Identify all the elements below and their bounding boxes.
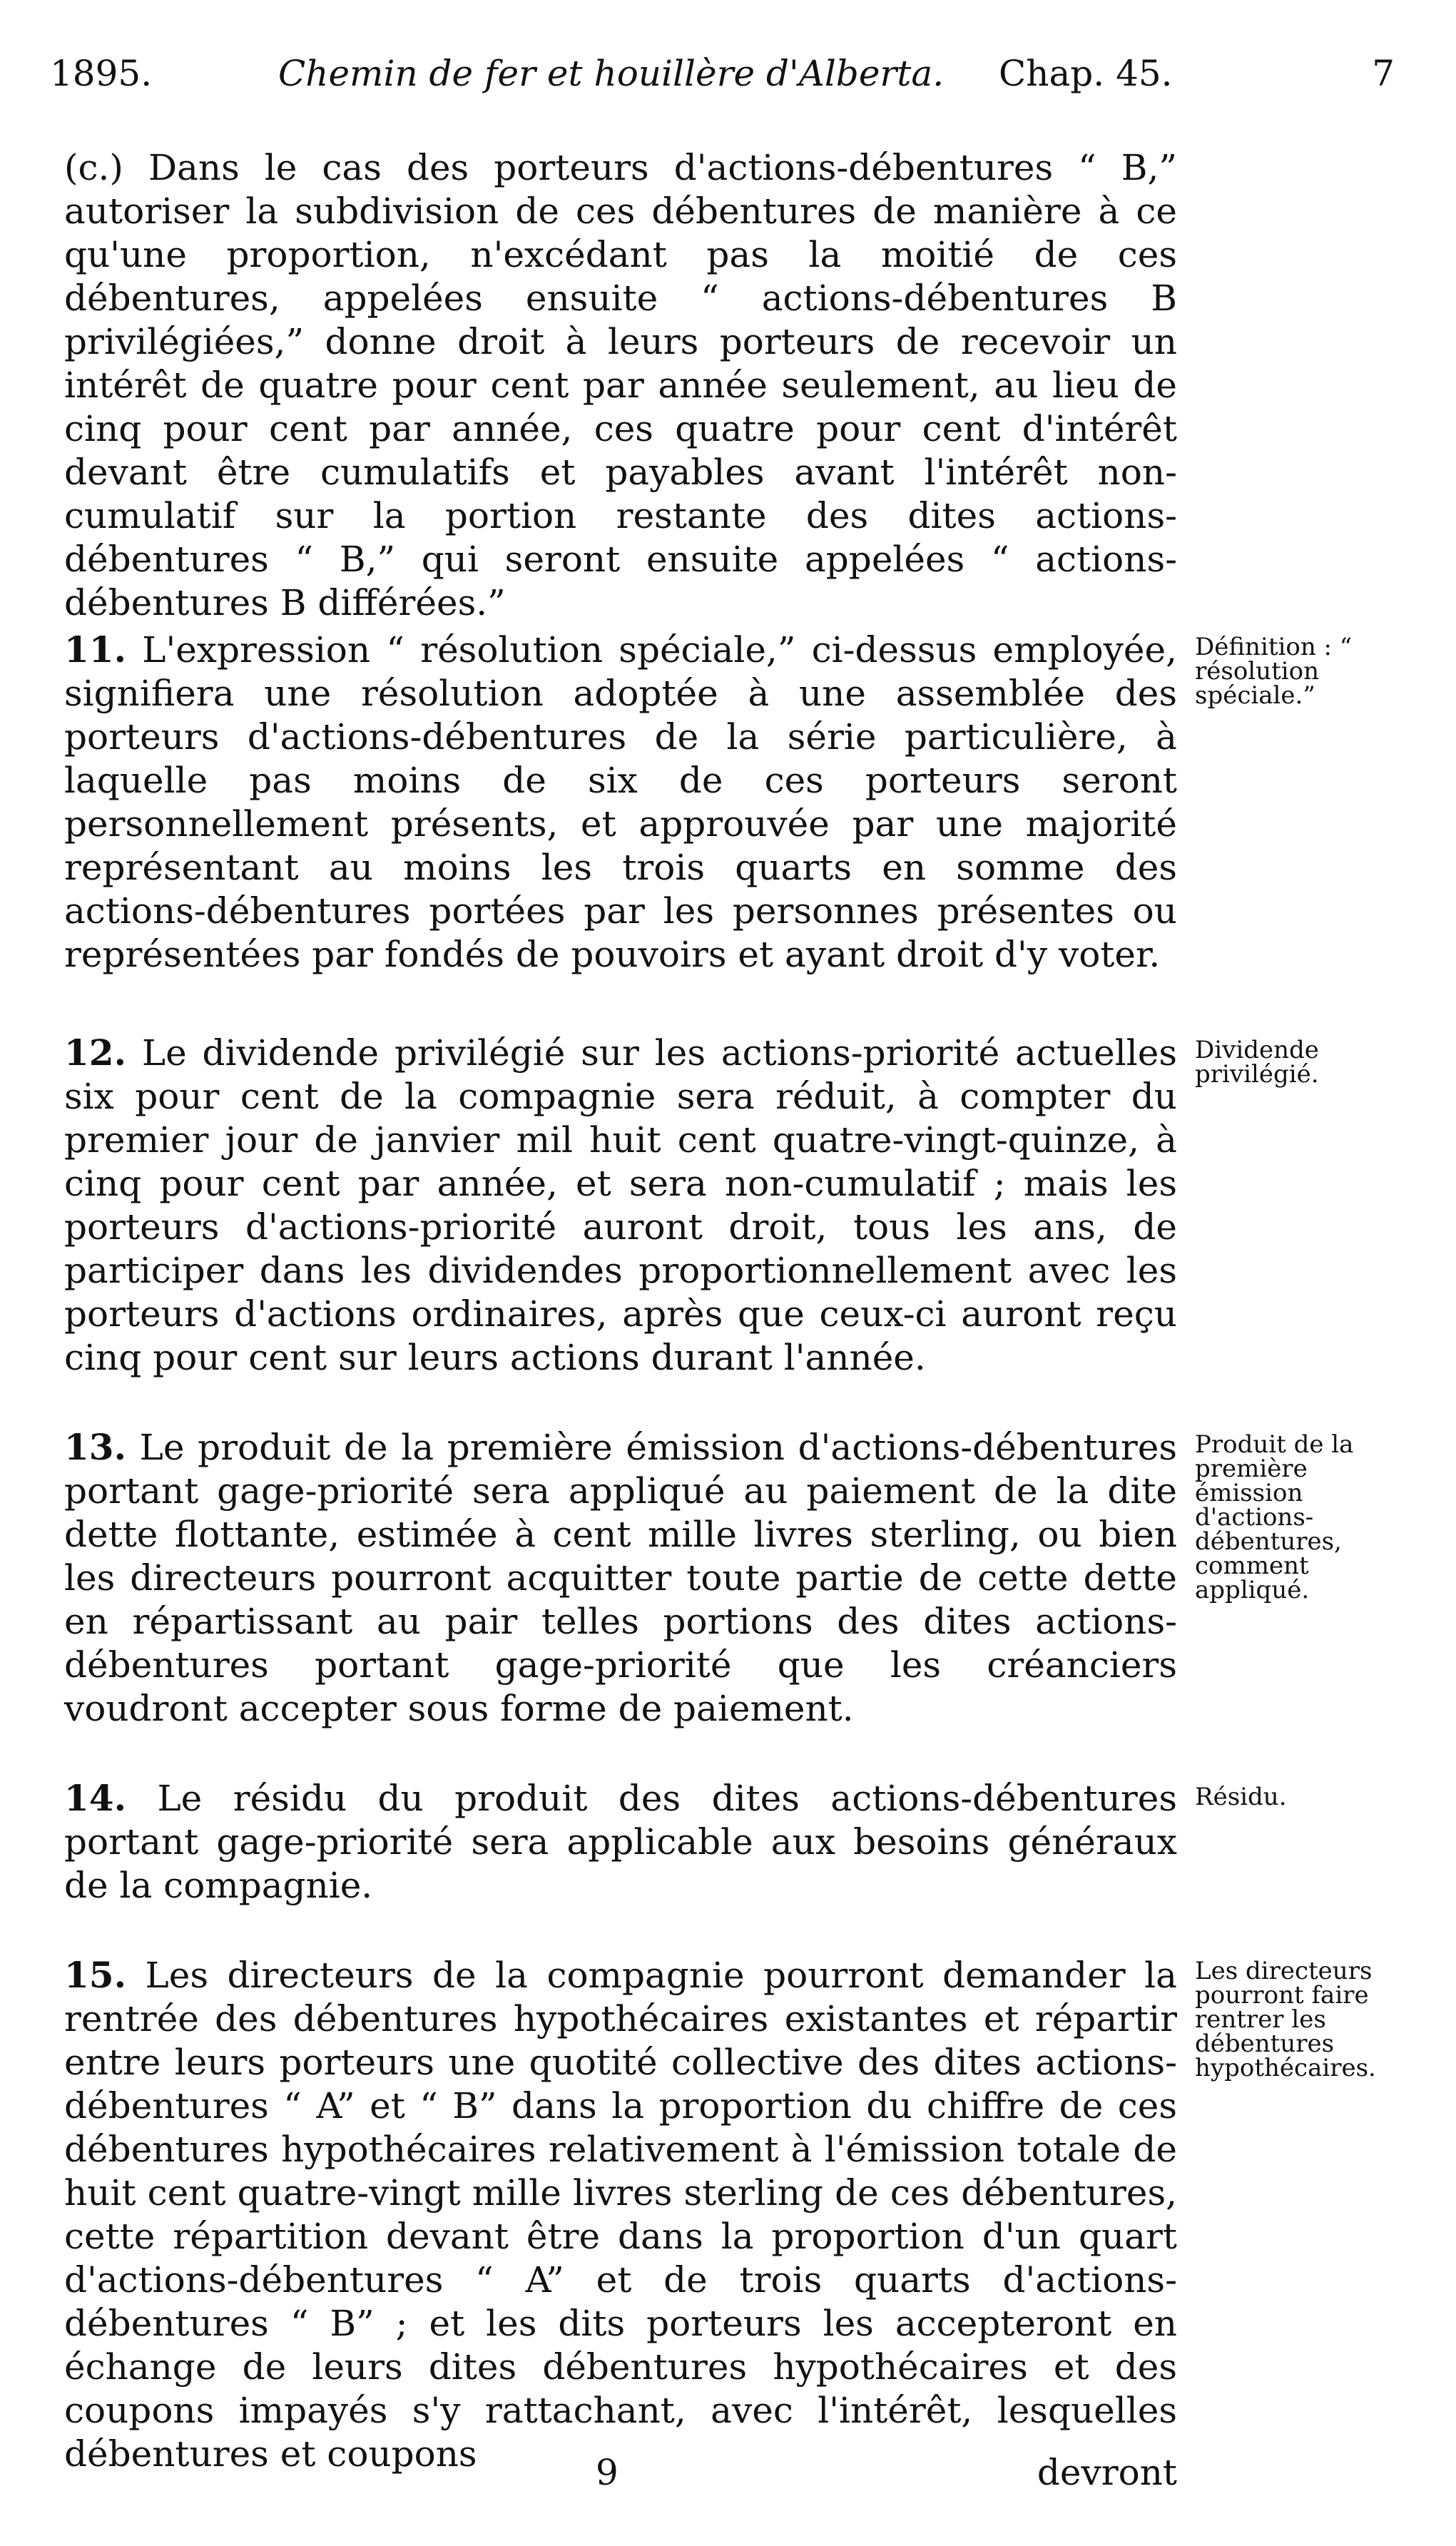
section-13-margin-note [1195, 1432, 1409, 1602]
section-14-margin-note-text: Résidu. [1195, 1783, 1287, 1811]
header-page-number: 7 [1372, 53, 1395, 94]
catchword: devront [1037, 2452, 1177, 2493]
section-15-number: 15. [64, 1954, 126, 1996]
section-12-text: Le dividende privilégié sur les actions-priorité actuelles six pour cent de la compagnie sera réduit, à compter du premier jour de janvier mil huit cent quatre-vingt-quinze, à cinq pour cent par année, et sera non-cumulatif ; mais les porteurs d'actions-priorité auront droit, tous les ans, de participer dans les dividendes proportionnellement avec les porteurs d'actions ordinaires, après que ceux-ci auront reçu cinq pour cent sur leurs actions durant l'année. [64, 1032, 1177, 1378]
section-11-margin-note-text: Définition : “ résolution spéciale.” [1195, 633, 1353, 710]
section-13 [64, 1425, 1177, 1731]
section-12-margin-note-text: Dividende privilégié. [1195, 1036, 1319, 1089]
section-14-number: 14. [64, 1777, 126, 1819]
printer-signature: 9 [596, 2452, 618, 2493]
section-12-margin-note [1195, 1036, 1409, 1089]
section-13-margin-note-text: Produit de la première émission d'actions-débentures, comment appliqué. [1195, 1430, 1354, 1604]
header-title: Chemin de fer et houillère d'Alberta. [278, 53, 945, 94]
section-15-paragraph [64, 1953, 1177, 2476]
section-12 [64, 1031, 1177, 1380]
section-14-paragraph [64, 1776, 1177, 1908]
running-header [50, 53, 1395, 117]
section-13-paragraph [64, 1425, 1177, 1731]
section-12-paragraph [64, 1031, 1177, 1380]
section-15-text: Les directeurs de la compagnie pourront demander la rentrée des débentures hypothécaires existantes et répartir entre leurs porteurs une quotité collective des dites actions-débentures “ A” et “ B” dans la proportion du chiffre de ces débentures hypothécaires relativement à l'émission totale de huit cent quatre-vingt mille livres sterling de ces débentures, cette répartition devant être dans la proportion d'un quart d'actions-débentures “ A” et de trois quarts d'actions-débentures “ B” ; et les dits porteurs les accepteront en échange de leurs dites débentures hypothécaires et des coupons impayés s'y rattachant, avec l'intérêt, lesquelles débentures et coupons [64, 1955, 1177, 2475]
section-14 [64, 1776, 1177, 1908]
section-11-margin-note [1195, 635, 1409, 708]
header-chapter: Chap. 45. [999, 53, 1173, 94]
page-footer [64, 2452, 1177, 2502]
paragraph-c [64, 146, 1177, 625]
section-13-text: Le produit de la première émission d'actions-débentures portant gage-priorité sera appliqué au paiement de la dite dette flottante, estimée à cent mille livres sterling, ou bien les directeurs pourront acquitter toute partie de cette dette en répartissant au pair telles portions des dites actions-débentures portant gage-priorité que les créanciers voudront accepter sous forme de paiement. [64, 1427, 1177, 1729]
section-11 [64, 628, 1177, 977]
section-15 [64, 1953, 1177, 2476]
section-15-margin-note-text: Les directeurs pourront faire rentrer les débentures hypothécaires. [1195, 1957, 1376, 2082]
section-14-text: Le résidu du produit des dites actions-débentures portant gage-priorité sera applicable aux besoins généraux de la compagnie. [64, 1778, 1177, 1906]
section-13-number: 13. [64, 1426, 126, 1468]
section-12-number: 12. [64, 1032, 126, 1074]
section-15-margin-note [1195, 1959, 1409, 2080]
section-14-margin-note [1195, 1785, 1409, 1809]
section-11-paragraph [64, 628, 1177, 977]
header-year: 1895. [50, 53, 153, 94]
section-11-text: L'expression “ résolution spéciale,” ci-dessus employée, signifiera une résolution adoptée à une assemblée des porteurs d'actions-débentures de la série particulière, à laquelle pas moins de six de ces porteurs seront personnellement présents, et approuvée par une majorité représentant au moins les trois quarts en somme des actions-débentures portées par les personnes présentes ou représentées par fondés de pouvoirs et ayant droit d'y voter. [64, 629, 1177, 975]
paragraph-c-text: (c.) Dans le cas des porteurs d'actions-débentures “ B,” autoriser la subdivision de ces débentures de manière à ce qu'une proportion, n'excédant pas la moitié de ces débentures, appelées ensuite “ actions-débentures B privilégiées,” donne droit à leurs porteurs de recevoir un intérêt de quatre pour cent par année seulement, au lieu de cinq pour cent par année, ces quatre pour cent d'intérêt devant être cumulatifs et payables avant l'intérêt non-cumulatif sur la portion restante des dites actions-débentures “ B,” qui seront ensuite appelées “ actions-débentures B différées.” [64, 147, 1177, 623]
section-11-number: 11. [64, 628, 126, 671]
